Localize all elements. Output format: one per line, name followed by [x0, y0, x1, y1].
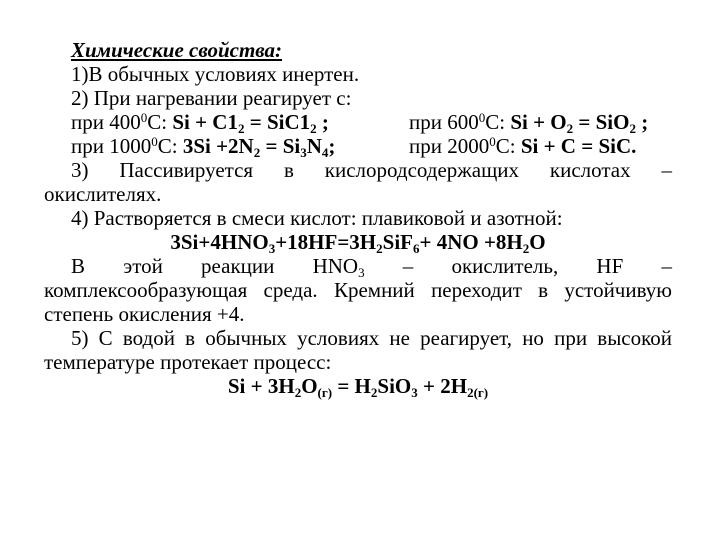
- equation-sic: Si + C = SiC.: [520, 134, 637, 158]
- hno3-formula: $HNO_3$: [312, 254, 365, 280]
- paragraph-3-line-1: 3) Пассивируется в кислородсодержащих кислотах –: [71, 158, 672, 182]
- equation-acid-mixture: $3Si+4HNO_3+18HF=3H_2SiF_6+ 4NO +8H_2O$: [170, 230, 546, 256]
- reaction-row-1: [44, 110, 672, 134]
- paragraph-2: 2) При нагревании реагирует с:: [71, 86, 352, 110]
- paragraph-6-line-2: температуре протекает процесс:: [44, 350, 332, 374]
- equation-sicl2: $Si + C1_2 = SiC1_2$ ;: [172, 110, 329, 136]
- section-title: Химические свойства:: [71, 38, 283, 62]
- reaction-600: при $600^0С$: $Si + O_2 = SiO_2$ ;: [409, 110, 649, 136]
- paragraph-5-line-2: комплексообразующая среда. Кремний переходит в устойчивую: [44, 278, 672, 302]
- paragraph-3-line-2: окислителях.: [44, 182, 162, 206]
- equation-si3n4: $3Si +2N_2 = Si_3N_4$;: [182, 134, 336, 160]
- paragraph-1: 1)В обычных условиях инертен.: [71, 62, 360, 86]
- reaction-row-2: [44, 134, 672, 158]
- paragraph-5-line-1: В этой реакции $HNO_3$ – окислитель, HF –: [71, 254, 672, 280]
- reaction-2000: при 2000$^0$С: Si + C = SiC.: [409, 134, 637, 158]
- paragraph-6-line-1: 5) С водой в обычных условиях не реагирует, но при высокой: [71, 326, 672, 350]
- reaction-1000: при 1000$^0$С: $3Si +2N_2 = Si_3N_4$;: [71, 134, 336, 160]
- paragraph-5-line-3: степень окисления +4.: [44, 302, 245, 326]
- section-title-line: [44, 38, 672, 62]
- reaction-400: при $400^0С$: $Si + C1_2 = SiC1_2$ ;: [71, 110, 329, 136]
- document-page: [44, 38, 672, 398]
- equation-water-reaction: $Si + 3H_2O_{(г)} = H_2SiO_3 + 2H_{2(г)}$: [227, 374, 489, 400]
- equation-sio2: $Si + O_2 = SiO_2$ ;: [510, 110, 649, 136]
- paragraph-4: 4) Растворяется в смеси кислот: плавиковой и азотной:: [71, 206, 563, 230]
